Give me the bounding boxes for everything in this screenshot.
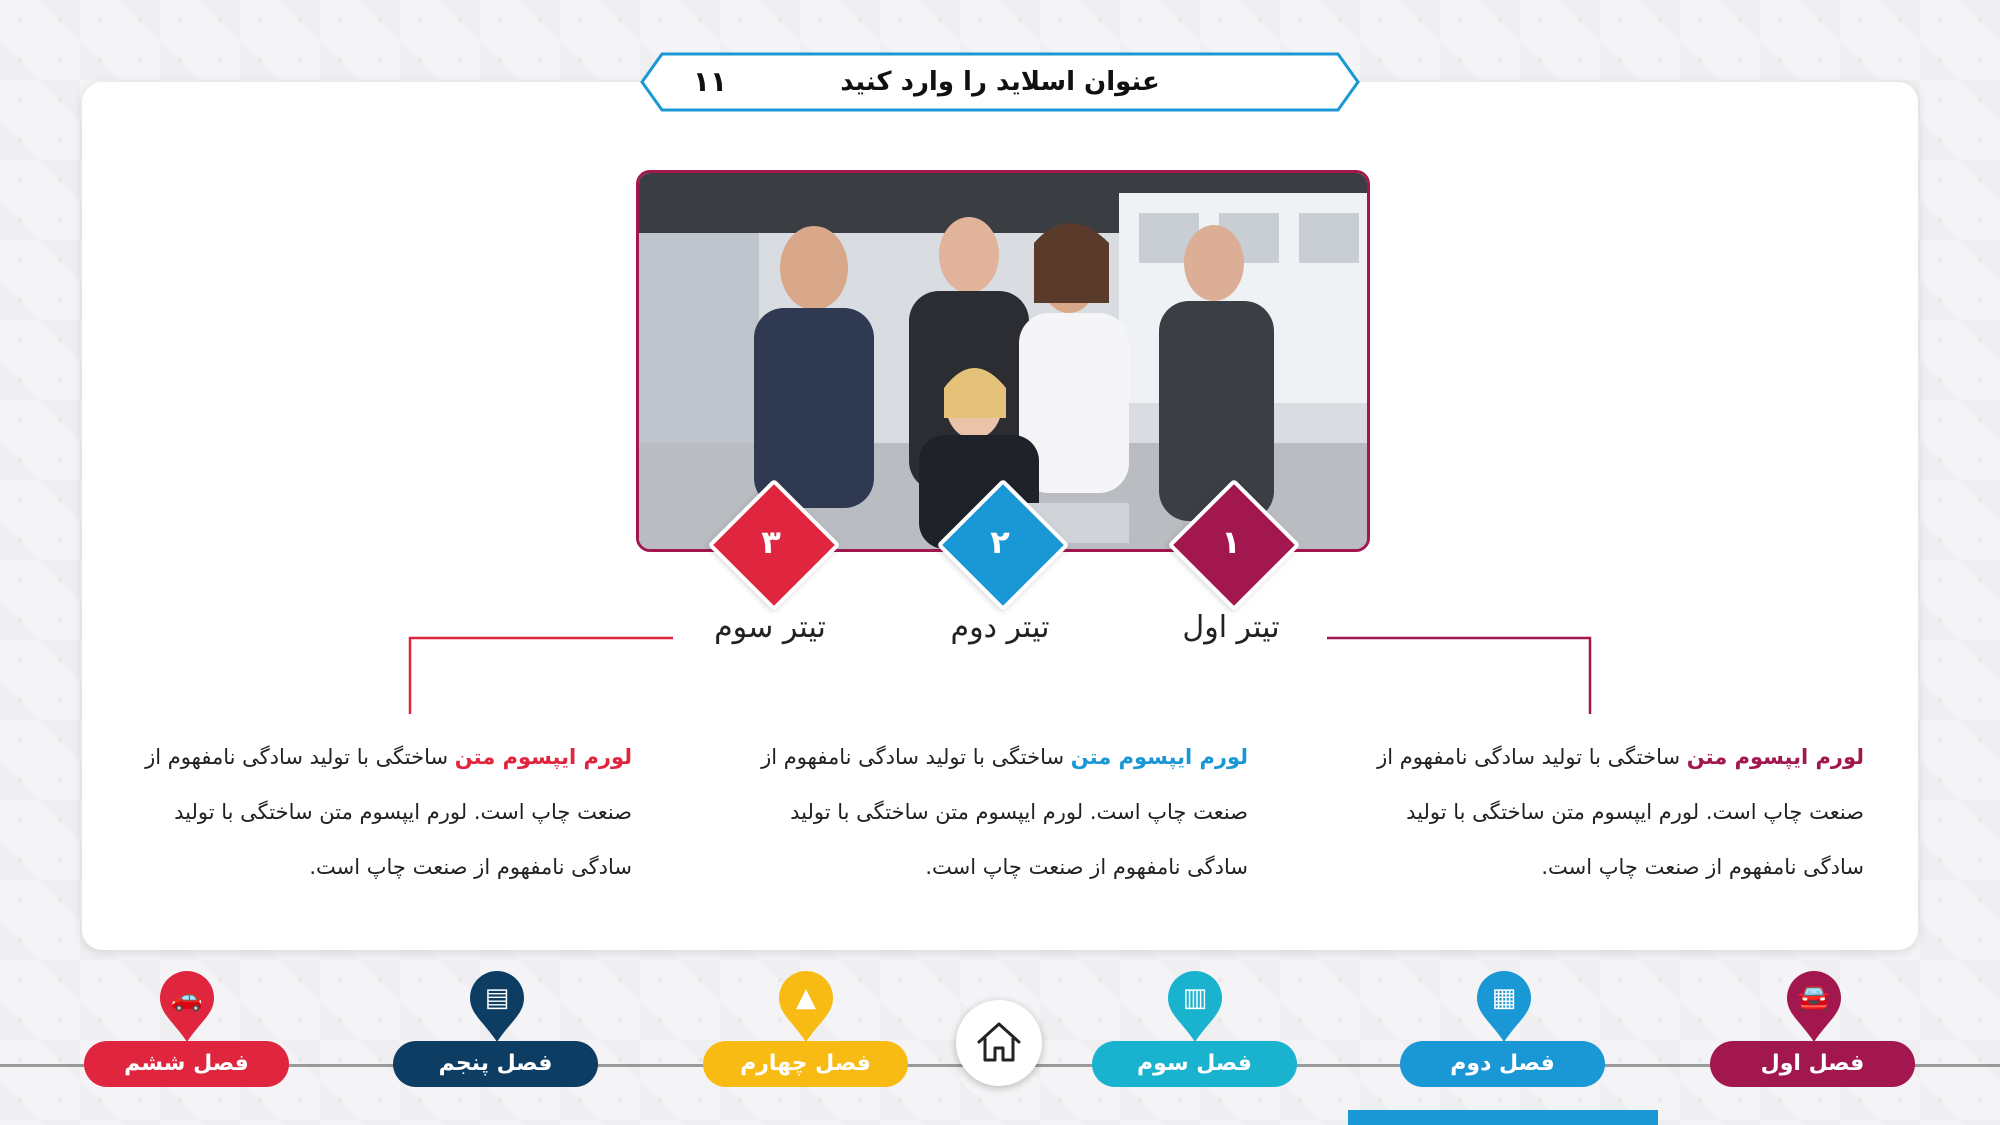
- item-3-text: [132, 730, 632, 895]
- item-1-text: [1364, 730, 1864, 895]
- road-icon: ▲: [796, 983, 816, 1013]
- chapter-6-button[interactable]: فصل ششم: [84, 1041, 289, 1087]
- item-2-body: ساختگی با تولید سادگی نامفهوم از صنعت چاپ است. لورم ایپسوم متن ساختگی با تولید سادگی نامفهوم از صنعت چاپ است.: [761, 745, 1248, 879]
- chapter-1-button[interactable]: فصل اول: [1710, 1041, 1915, 1087]
- item-3-connector: [405, 636, 675, 716]
- item-3-marker: [711, 482, 831, 602]
- item-2-marker: [940, 482, 1060, 602]
- chapter-5-pin[interactable]: [466, 970, 528, 1044]
- chapter-4-button[interactable]: فصل چهارم: [703, 1041, 908, 1087]
- home-icon: [975, 1018, 1023, 1066]
- office-icon: ▤: [484, 983, 510, 1013]
- chapter-4-pin[interactable]: [775, 970, 837, 1044]
- slide-number: ۱۱: [692, 65, 728, 98]
- item-2-number: ۲: [990, 523, 1010, 561]
- chapter-6-pin[interactable]: [156, 970, 218, 1044]
- chapter-1-pin[interactable]: [1783, 970, 1845, 1044]
- item-1-heading: تیتر اول: [1182, 610, 1280, 645]
- item-3-heading: تیتر سوم: [714, 610, 826, 645]
- chapter-2-button[interactable]: فصل دوم: [1400, 1041, 1605, 1087]
- item-2-heading: تیتر دوم: [950, 610, 1050, 645]
- item-1-highlight: لورم ایپسوم متن: [1686, 745, 1864, 769]
- car-front-icon: 🚗: [170, 983, 204, 1013]
- item-1-number: ۱: [1221, 523, 1241, 561]
- fence-icon: ▥: [1182, 983, 1208, 1013]
- active-chapter-indicator: [1348, 1110, 1658, 1125]
- chapter-3-pin[interactable]: [1164, 970, 1226, 1044]
- item-1-body: ساختگی با تولید سادگی نامفهوم از صنعت چاپ است. لورم ایپسوم متن ساختگی با تولید سادگی نامفهوم از صنعت چاپ است.: [1377, 745, 1864, 879]
- chapter-3-button[interactable]: فصل سوم: [1092, 1041, 1297, 1087]
- item-2-text: [748, 730, 1248, 895]
- slide-title: عنوان اسلاید را وارد کنید: [840, 67, 1160, 97]
- item-2-highlight: لورم ایپسوم متن: [1070, 745, 1248, 769]
- chapter-2-pin[interactable]: [1473, 970, 1535, 1044]
- item-3-highlight: لورم ایپسوم متن: [454, 745, 632, 769]
- item-1-connector: [1325, 636, 1595, 716]
- home-button[interactable]: [956, 1000, 1042, 1086]
- car-icon: 🚘: [1797, 983, 1831, 1013]
- chapter-5-button[interactable]: فصل پنجم: [393, 1041, 598, 1087]
- building-icon: ▦: [1491, 983, 1517, 1013]
- item-3-number: ۳: [761, 523, 781, 561]
- title-banner: [640, 52, 1360, 112]
- item-1-marker: [1171, 482, 1291, 602]
- item-3-body: ساختگی با تولید سادگی نامفهوم از صنعت چاپ است. لورم ایپسوم متن ساختگی با تولید سادگی نامفهوم از صنعت چاپ است.: [145, 745, 632, 879]
